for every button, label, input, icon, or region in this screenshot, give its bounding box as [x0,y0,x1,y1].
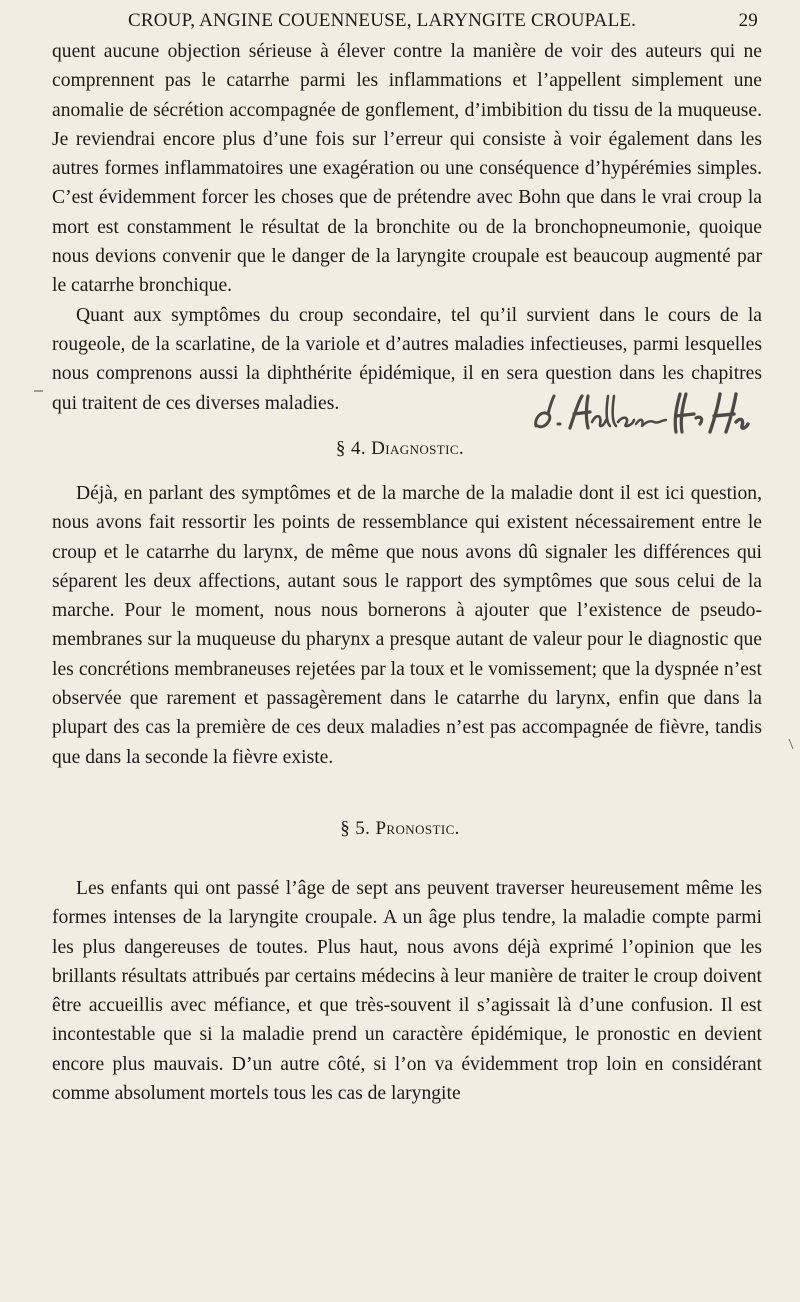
section-symbol: § 5. [340,818,371,839]
margin-mark [788,738,794,750]
heading-pronostic [0,818,800,840]
pronostic-text-block [52,874,762,1108]
intro-text-block [52,37,762,418]
section-title: Diagnostic. [371,438,465,459]
paragraph-diagnostic: Déjà, en parlant des symptômes et de la marche de la maladie dont il est ici question, nous avons fait ressortir les points de ressemblance qui existent nécessairement entre le croup et le catarrhe du larynx, de même que nous avons dû signaler les différences qui séparent les deux affections, autant sous le rapport des symptômes que sous celui de la marche. Pour le moment, nous nous bornerons à ajouter que l’existence de pseudo-membranes sur la muqueuse du pharynx a presque autant de valeur pour le diagnostic que les concrétions membraneuses rejetées par la toux et le vomissement; que la dyspnée n’est observée que rarement et passagèrement dans le catarrhe du larynx, enfin que dans la plupart des cas la première de ces deux maladies n’est pas accompagnée de fièvre, tandis que dans la seconde la fièvre existe. [52,483,762,768]
page-number: 29 [738,10,758,31]
section-symbol: § 4. [335,438,366,459]
running-title: CROUP, ANGINE COUENNEUSE, LARYNGITE CROUPALE. [128,10,637,31]
margin-mark [34,390,43,392]
paragraph-secondary-croup: Quant aux symptômes du croup secondaire, tel qu’il survient dans le cours de la rougeole, de la scarlatine, de la variole et d’autres maladies infectieuses, parmi lesquelles nous comprenons aussi la diphthérite épidémique, il en sera question dans les chapitres qui traitent de ces diverses maladies. [52,304,762,414]
paragraph-pronostic: Les enfants qui ont passé l’âge de sept ans peuvent traverser heureusement même les formes intenses de la laryngite croupale. A un âge plus tendre, la maladie compte parmi les plus dangereuses de toutes. Plus haut, nous avons déjà exprimé l’opinion que les brillants résultats attribués par certains médecins à leur manière de traiter le croup doivent être accueillis avec méfiance, et que très-souvent il s’agissait là d’une confusion. Il est incontestable que si la maladie prend un caractère épidémique, le pronostic en devient encore plus mauvais. D’un autre côté, si l’on va évidemment trop loin en considérant comme absolument mortels tous les cas de laryngite [52,878,762,1105]
section-title: Pronostic. [375,818,460,839]
heading-diagnostic [0,438,800,460]
paragraph-continued: quent aucune objection sérieuse à élever contre la manière de voir des auteurs qui ne comprennent pas le catarrhe parmi les inflammations et l’appellent simplement une anomalie de sécrétion accompagnée de gonflement, d’imbibition du tissu de la muqueuse. Je reviendrai encore plus d’une fois sur l’erreur qui consiste à voir également dans les autres formes inflammatoires une exagération ou une conséquence d’hypérémies simples. C’est évidemment forcer les choses que de prétendre avec Bohn que dans le vrai croup la mort est constamment le résultat de la bronchite ou de la bronchopneumonie, quoique nous devions convenir que le danger de la laryngite croupale est beaucoup augmenté par le catarrhe bronchique. [52,41,762,297]
running-head [128,6,758,36]
handwritten-signature [530,392,750,438]
diagnostic-text-block [52,479,762,772]
